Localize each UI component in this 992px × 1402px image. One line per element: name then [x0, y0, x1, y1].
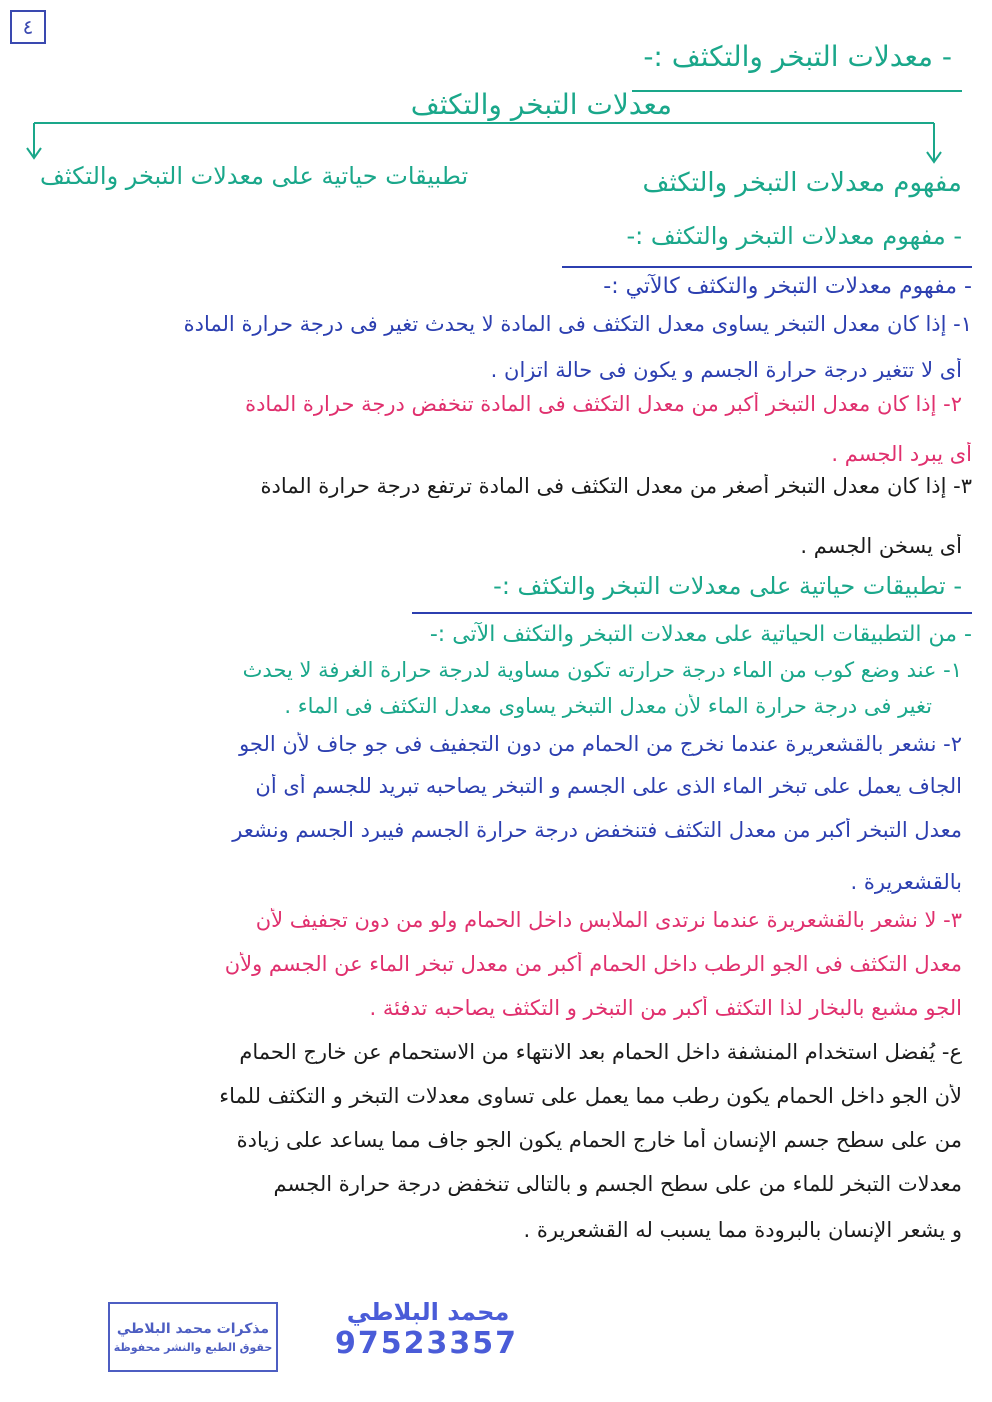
applications-line: ع- يُفضل استخدام المنشفة داخل الحمام بعد الانتهاء من الاستحمام عن خارج الحمام — [239, 1040, 962, 1064]
author-phone: 97523357 — [335, 1326, 518, 1361]
concept-section-title: - مفهوم معدلات التبخر والتكثف :- — [626, 222, 962, 250]
applications-line: من على سطح جسم الإنسان أما خارج الحمام يكون الجو جاف مما يساعد على زيادة — [236, 1128, 962, 1152]
page-number: ٤ — [10, 10, 46, 44]
applications-line: ٢- نشعر بالقشعريرة عندما نخرج من الحمام من دون التجفيف فى جو جاف لأن الجو — [239, 732, 962, 756]
applications-line: بالقشعريرة . — [850, 870, 962, 894]
concept-title-underline — [562, 266, 972, 268]
applications-line: ٣- لا نشعر بالقشعريرة عندما نرتدى الملابس داخل الحمام ولو من دون تجفيف لأن — [255, 908, 962, 932]
applications-line: معدل التكثف فى الجو الرطب داخل الحمام أكبر من معدل تبخر الماء عن الجسم ولأن — [224, 952, 962, 976]
applications-title-underline — [412, 612, 972, 614]
applications-line: معدلات التبخر للماء من على سطح الجسم و بالتالى تنخفض درجة حرارة الجسم — [273, 1172, 962, 1196]
applications-line: لأن الجو داخل الحمام يكون رطب مما يعمل على تساوى معدلات التبخر و التكثف للماء — [219, 1084, 962, 1108]
concept-map-branch-concept: مفهوم معدلات التبخر والتكثف — [642, 168, 962, 198]
concept-line: أى يسخن الجسم . — [800, 534, 962, 558]
concept-map-root: معدلات التبخر والتكثف — [410, 88, 672, 121]
concept-line: ٣- إذا كان معدل التبخر أصغر من معدل التكثف فى المادة ترتفع درجة حرارة المادة — [260, 474, 972, 498]
concept-line: ١- إذا كان معدل التبخر يساوى معدل التكثف فى المادة لا يحدث تغير فى درجة حرارة المادة — [183, 312, 972, 336]
applications-line: - من التطبيقات الحياتية على معدلات التبخر والتكثف الآتى :- — [429, 622, 972, 647]
stamp-line-1: مذكرات محمد البلاطي — [116, 1320, 270, 1337]
concept-line: - مفهوم معدلات التبخر والتكثف كالآتي :- — [603, 274, 972, 299]
main-title: - معدلات التبخر والتكثف :- — [643, 40, 952, 73]
applications-line: ١- عند وضع كوب من الماء درجة حرارته تكون مساوية لدرجة حرارة الغرفة لا يحدث — [242, 658, 962, 682]
applications-line: تغير فى درجة حرارة الماء لأن معدل التبخر يساوى معدل التكثف فى الماء . — [284, 694, 932, 718]
applications-line: الجاف يعمل على تبخر الماء الذى على الجسم و التبخر يصاحبه تبريد للجسم أى أن — [255, 774, 962, 798]
title-underline — [632, 90, 962, 92]
author-name: محمد البلاطي — [346, 1298, 510, 1326]
applications-line: و يشعر الإنسان بالبرودة مما يسبب له القشعريرة . — [523, 1218, 962, 1242]
concept-map-arrows — [24, 118, 944, 168]
author-signature — [335, 1298, 518, 1361]
concept-line: ٢- إذا كان معدل التبخر أكبر من معدل التكثف فى المادة تنخفض درجة حرارة المادة — [245, 392, 962, 416]
copyright-stamp — [108, 1302, 278, 1372]
concept-line: أى لا تتغير درجة حرارة الجسم و يكون فى حالة اتزان . — [490, 358, 962, 382]
concept-map-branch-applications: تطبيقات حياتية على معدلات التبخر والتكثف — [40, 162, 469, 190]
applications-section-title: - تطبيقات حياتية على معدلات التبخر والتكثف :- — [493, 572, 962, 600]
applications-line: معدل التبخر أكبر من معدل التكثف فتنخفض درجة حرارة الجسم فيبرد الجسم ونشعر — [232, 818, 962, 842]
stamp-line-2: حقوق الطبع والنشر محفوظة — [113, 1340, 273, 1354]
applications-line: الجو مشبع بالبخار لذا التكثف أكبر من التبخر و التكثف يصاحبه تدفئة . — [369, 996, 962, 1020]
concept-line: أى يبرد الجسم . — [831, 442, 972, 466]
